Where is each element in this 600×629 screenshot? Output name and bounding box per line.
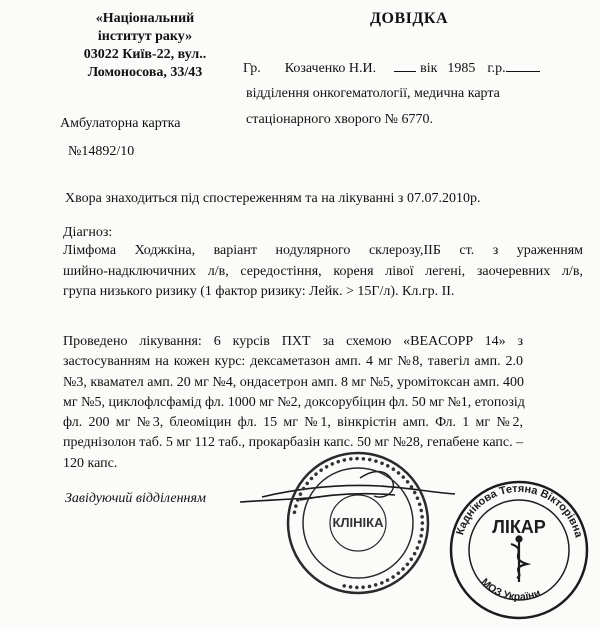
round-clinic-stamp [283, 448, 433, 598]
doctor-stamp-ministry: МОЗ України [478, 576, 543, 604]
treatment-line: 120 капс. [63, 455, 118, 471]
inpatient-card-line: стаціонарного хворого № 6770. [246, 112, 433, 127]
institution-line-3: 03022 Київ-22, вул.. [83, 47, 207, 62]
department-line: відділення онкогематології, медична карта [246, 86, 500, 101]
age-label: вік [420, 61, 438, 76]
outpatient-card-number: №14892/10 [68, 144, 135, 159]
diagnosis-line: група низького ризику (1 фактор ризику: Лейк. > 15Г/л). Кл.гр. ІІ. [63, 284, 455, 299]
treatment-line: фл. 200 мг №3, блеоміцин фл. 15 мг №1, вінкрістін амп. Фл. 1 мг №2, [63, 415, 523, 431]
outpatient-card-label: Амбулаторна картка [60, 116, 181, 131]
institution-line-1: «Національний [95, 11, 195, 26]
patient-line [243, 58, 540, 77]
svg-text:МОЗ України [478, 576, 542, 603]
caduceus-icon [511, 537, 527, 583]
institution-line-2: інститут раку» [97, 29, 193, 44]
treatment-line: застосуванням на кожен курс: дексаметазон амп. 4 мг №8, тавегіл амп. 2.0 [63, 354, 523, 370]
diagnosis-text [63, 241, 583, 303]
treatment-line: Проведено лікування: 6 курсів ПХТ за схемою «BEACOPP 14» з [63, 334, 523, 349]
blank-underline [394, 58, 416, 72]
head-of-department-label: Завідуючий відділенням [65, 491, 206, 506]
patient-prefix: Гр. [243, 61, 261, 76]
blank-underline [506, 58, 540, 72]
treatment-line: преднізолон таб. 5 мг 112 таб., прокарбазін капс. 50 мг №28, гепабене капс. – [63, 435, 524, 451]
institution-line-4: Ломоносова, 33/43 [87, 65, 203, 80]
diagnosis-line: Лімфома Ходжкіна, варіант нодулярного склерозу,ІІБ ст. з ураженням [63, 243, 583, 258]
birth-year: 1985 [447, 61, 476, 76]
document-title: ДОВІДКА [370, 10, 449, 27]
doctor-stamp-name: Каднікова Тетяна Вікторівна [454, 482, 585, 539]
doctor-stamp [447, 478, 597, 618]
observation-statement: Хвора знаходиться під спостереженням та на лікуванні з 07.07.2010р. [65, 191, 481, 206]
stamp-center-text: КЛІНІКА [332, 515, 384, 530]
diagnosis-line: шийно-надключичних л/в, середостіння, кореня лівої легені, заочеревних л/в, [63, 263, 583, 279]
year-suffix: г.р. [487, 61, 506, 76]
treatment-line: мг №5, циклофлсфамід фл. 1000 мг №2, доксорубіцин фл. 50 мг №1, етопозід [63, 394, 525, 410]
institution-header [60, 10, 230, 82]
diagnosis-heading: Діагноз: [63, 225, 113, 240]
patient-name: Козаченко Н.И. [284, 61, 377, 76]
treatment-line: №3, квамател амп. 20 мг №4, ондасетрон амп. 8 мг №5, уромітоксан амп. 400 [63, 374, 525, 390]
doctor-stamp-title: ЛІКАР [492, 517, 546, 537]
svg-text:●●●●●●●●●●●●●●●●●●●●●●●●●●●●●●: ●●●●●●●●●●●●●●●●●●●●●●●●●●●●●●●●●●●●●●●●●●●●●●●●● [288, 452, 429, 594]
